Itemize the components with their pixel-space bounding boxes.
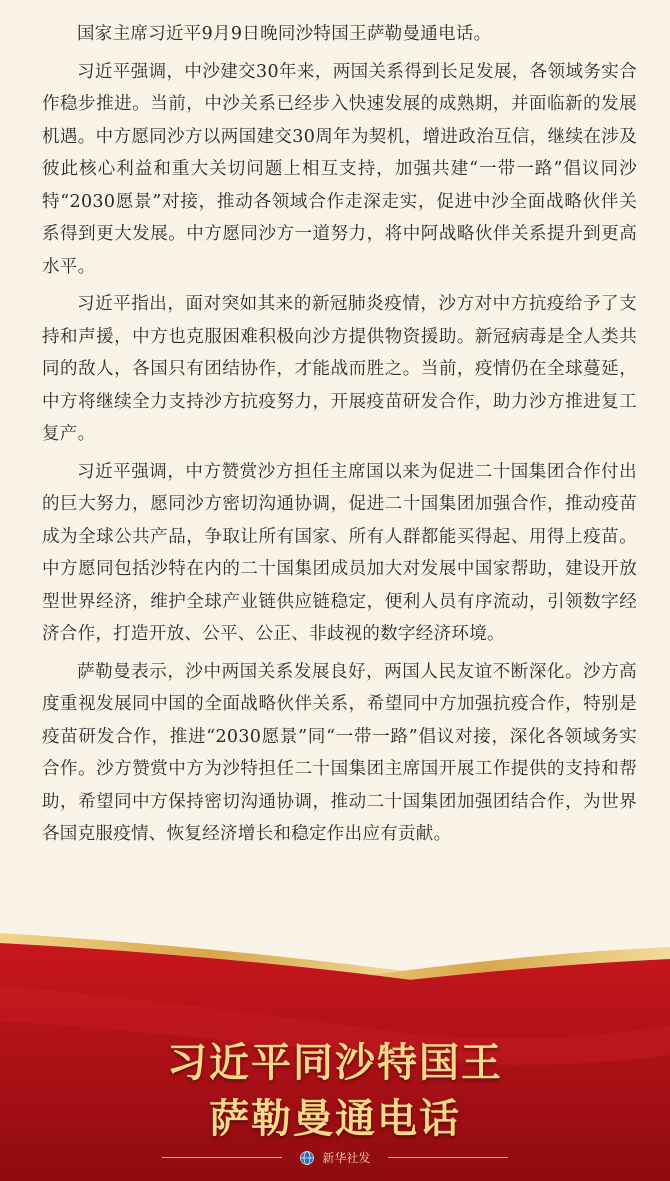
headline-banner xyxy=(0,925,670,1181)
xinhua-globe-icon xyxy=(300,1151,314,1165)
article-body xyxy=(42,18,637,856)
article-paragraph: 习近平指出，面对突如其来的新冠肺炎疫情，沙方对中方抗疫给予了支持和声援，中方也克服困难积极向沙方提供物资援助。新冠病毒是全人类共同的敌人，各国只有团结协作，才能战而胜之。当前，疫情仍在全球蔓延，中方将继续全力支持沙方抗疫努力，开展疫苗研发合作，助力沙方推进复工复产。 xyxy=(42,294,637,444)
article-paragraph: 习近平强调，中沙建交30年来，两国关系得到长足发展，各领域务实合作稳步推进。当前，中沙关系已经步入快速发展的成熟期，并面临新的发展机遇。中方愿同沙方以两国建交30周年为契机，增进政治互信，继续在涉及彼此核心利益和重大关切问题上相互支持，加强共建“一带一路”倡议同沙特“2030愿景”对接，推动各领域合作走深走实，促进中沙全面战略伙伴关系得到更大发展。中方愿同沙方一道努力，将中阿战略伙伴关系提升到更高水平。 xyxy=(42,61,637,277)
divider-left xyxy=(162,1157,282,1158)
headline-line-2: 萨勒曼通电话 xyxy=(209,1095,461,1142)
headline-line-1: 习近平同沙特国王 xyxy=(167,1039,503,1086)
source-label: 新华社发 xyxy=(322,1151,371,1165)
article-paragraph: 国家主席习近平9月9日晚同沙特国王萨勒曼通电话。 xyxy=(77,24,492,44)
source-credit xyxy=(0,1149,670,1166)
divider-right xyxy=(388,1157,508,1158)
article-paragraph: 习近平强调，中方赞赏沙方担任主席国以来为促进二十国集团合作付出的巨大努力，愿同沙方密切沟通协调，促进二十国集团加强合作，推动疫苗成为全球公共产品，争取让所有国家、所有人群都能买得起、用得上疫苗。中方愿同包括沙特在内的二十国集团成员加大对发展中国家帮助，建设开放型世界经济，维护全球产业链供应链稳定，便利人员有序流动，引领数字经济合作，打造开放、公平、公正、非歧视的数字经济环境。 xyxy=(42,461,637,644)
article-paragraph: 萨勒曼表示，沙中两国关系发展良好，两国人民友谊不断深化。沙方高度重视发展同中国的全面战略伙伴关系，希望同中方加强抗疫合作，特别是疫苗研发合作，推进“2030愿景”同“一带一路”倡议对接，深化各领域务实合作。沙方赞赏中方为沙特担任二十国集团主席国开展工作提供的支持和帮助，希望同中方保持密切沟通协调，推动二十国集团加强团结合作，为世界各国克服疫情、恢复经济增长和稳定作出应有贡献。 xyxy=(42,661,637,844)
